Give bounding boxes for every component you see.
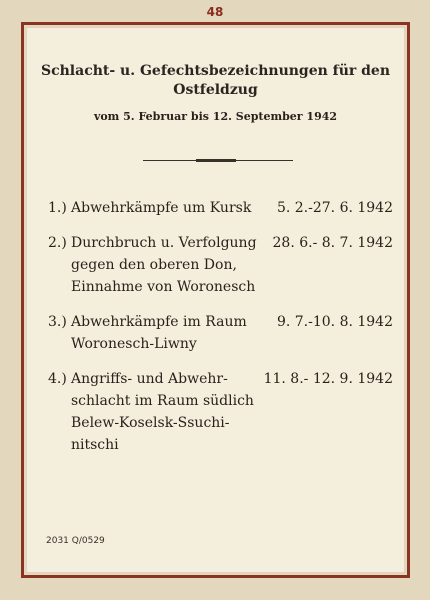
entry-number: 2.) <box>48 235 67 251</box>
list-item <box>48 232 393 298</box>
title-line-1: Schlacht- u. Gefechtsbezeichnungen für den <box>40 63 390 79</box>
entry-number: 1.) <box>48 200 67 216</box>
entry-name-line: Einnahme von Woronesch <box>71 279 256 295</box>
list-item <box>48 311 393 355</box>
entry-name <box>71 368 261 456</box>
entry-name-line: gegen den oberen Don, <box>71 257 237 273</box>
entry-dates: 28. 6.- 8. 7. 1942 <box>272 235 393 251</box>
entry-name-line: Abwehrkämpfe um Kursk <box>71 200 252 216</box>
print-code: 2031 Q/0529 <box>46 536 105 546</box>
entry-name-line: Angriffs- und Abwehr- <box>71 371 228 387</box>
entry-name-line: Belew-Koselsk-Ssuchi- <box>71 415 230 431</box>
entry-name <box>71 311 261 355</box>
entry-number: 3.) <box>48 314 67 330</box>
entry-dates: 9. 7.-10. 8. 1942 <box>276 314 393 330</box>
title-line-2: Ostfeldzug <box>173 82 258 98</box>
entry-name-line: Abwehrkämpfe im Raum <box>71 314 247 330</box>
document-title <box>26 62 405 100</box>
entry-dates: 5. 2.-27. 6. 1942 <box>276 200 393 216</box>
divider-accent <box>196 159 236 162</box>
entry-name-line: Durchbruch u. Verfolgung <box>71 235 257 251</box>
document-subtitle: vom 5. Februar bis 12. September 1942 <box>93 110 338 123</box>
entry-name <box>71 232 261 298</box>
list-item <box>48 197 393 219</box>
entry-name <box>71 197 261 219</box>
entry-name-line: Woronesch-Liwny <box>71 336 197 352</box>
list-item <box>48 368 393 456</box>
entry-name-line: nitschi <box>71 437 119 453</box>
entry-number: 4.) <box>48 371 67 387</box>
entries-list <box>48 197 393 469</box>
entry-name-line: schlacht im Raum südlich <box>71 393 254 409</box>
entry-dates: 11. 8.- 12. 9. 1942 <box>263 371 393 387</box>
page-number: 48 <box>206 5 224 19</box>
